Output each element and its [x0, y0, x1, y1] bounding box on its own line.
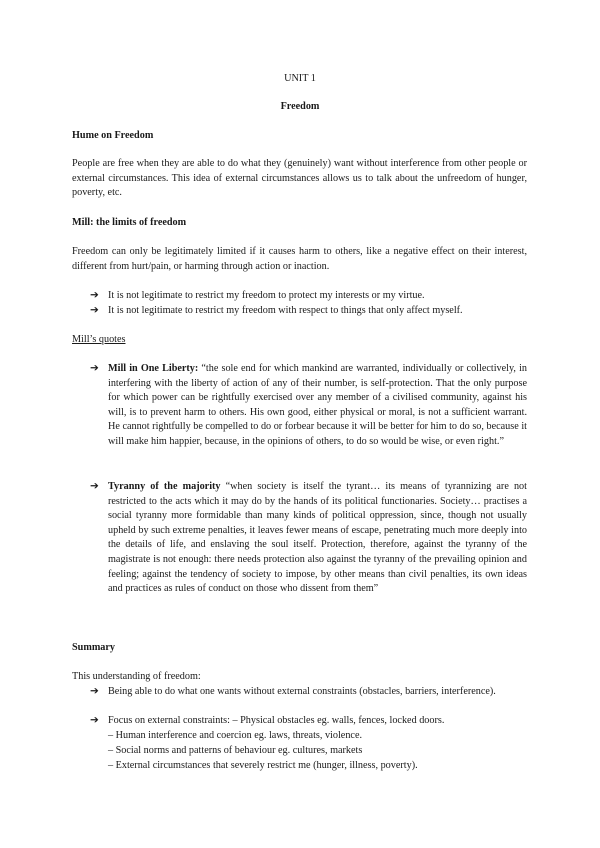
arrow-icon: ➔: [90, 363, 99, 374]
quote-label: Tyranny of the majority: [108, 481, 221, 492]
arrow-icon: ➔: [90, 305, 99, 316]
arrow-icon: ➔: [90, 481, 99, 492]
mill-bullet-text: It is not legitimate to restrict my freedom with respect to things that only affect myself.: [108, 305, 463, 316]
quote-label: Mill in One Liberty:: [108, 363, 199, 374]
quotes-heading: Mill’s quotes: [72, 334, 126, 345]
summary-bullet: Focus on external constraints: – Physical obstacles eg. walls, fences, locked doors.: [108, 715, 445, 726]
quote-body: “when society is itself the tyrant… its means of tyrannizing are not restricted to the acts which it may do by the hands of its political functionaries. Society… practises a social tyranny more formidable than many kinds of political oppression, since, though not usually upheld by such extreme penalties, it leaves fewer means of escape, penetrating much more deeply into the details of life, and enslaving the soul itself. Protection, therefore, against the tyranny of the magistrate is not enough: there needs protection also against the tyranny of the prevailing opinion and feeling; against the tendency of society to impose, by other means than civil penalties, its own ideas and practices as rules of conduct on those who dissent from them”: [108, 481, 527, 595]
unit-label: UNIT 1: [284, 73, 316, 84]
arrow-icon: ➔: [90, 715, 99, 726]
summary-bullet: Being able to do what one wants without external constraints (obstacles, barriers, interference).: [108, 686, 496, 697]
quote-mill-liberty: [108, 362, 527, 450]
summary-heading: Summary: [72, 642, 116, 653]
hume-heading: Hume on Freedom: [72, 130, 154, 141]
summary-dash-item: – Human interference and coercion eg. laws, threats, violence.: [108, 730, 363, 741]
mill-bullet-text: It is not legitimate to restrict my freedom to protect my interests or my virtue.: [108, 290, 425, 301]
mill-heading: Mill: the limits of freedom: [72, 217, 187, 228]
quote-tyranny-majority: [108, 480, 527, 597]
summary-intro: This understanding of freedom:: [72, 671, 201, 682]
summary-dash-item: – External circumstances that severely restrict me (hunger, illness, poverty).: [108, 760, 418, 771]
summary-dash-item: – Social norms and patterns of behaviour eg. cultures, markets: [108, 745, 363, 756]
arrow-icon: ➔: [90, 686, 99, 697]
hume-paragraph: People are free when they are able to do what they (genuinely) want without interference from other people or external circumstances. This idea of external circumstances allows us to talk about the unfreedom of hunger, poverty, etc.: [72, 158, 527, 199]
page-title: Freedom: [280, 101, 320, 112]
quote-body: “the sole end for which mankind are warranted, individually or collectively, in interfering with the liberty of action of any of their number, is self-protection. That the only purpose for which power can be rightfully exercised over any member of a civilised community, against his will, is to prevent harm to others. His own good, either physical or moral, is not a sufficient warrant. He cannot rightfully be compelled to do or forbear because it will be better for him to do so, because it will make him happier, because, in the opinions of others, to do so would be wise, or even right.”: [108, 363, 527, 447]
mill-paragraph: Freedom can only be legitimately limited if it causes harm to others, like a negative effect on their interest, different from hurt/pain, or harming through action or inaction.: [72, 246, 527, 272]
arrow-icon: ➔: [90, 290, 99, 301]
